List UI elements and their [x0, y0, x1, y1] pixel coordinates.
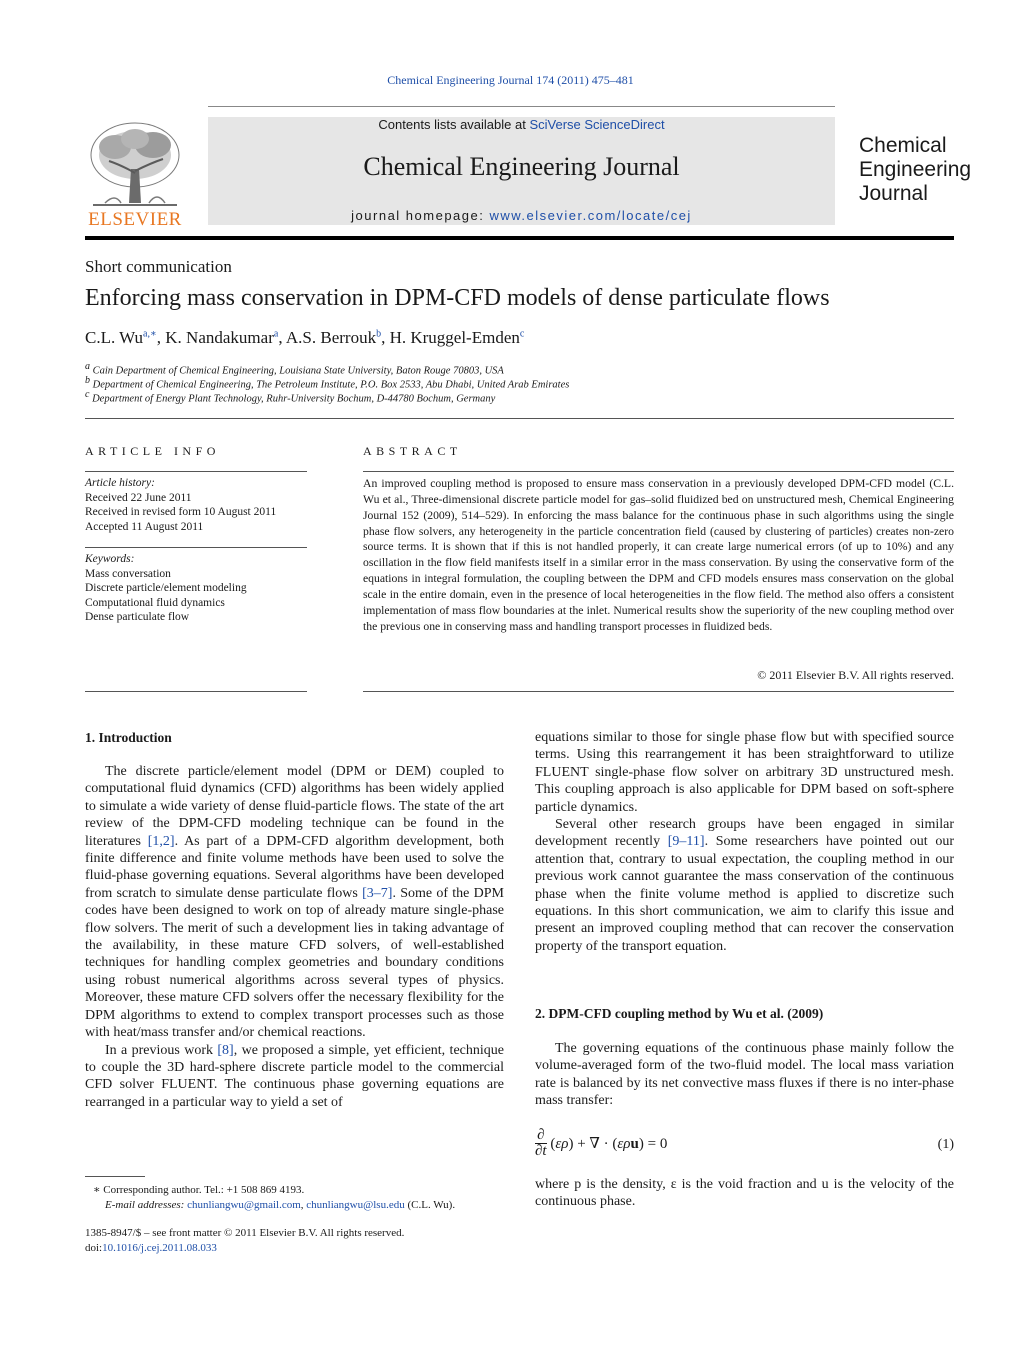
journal-cover-logo[interactable]: Chemical Engineering Journal: [859, 134, 972, 205]
abstract-heading: ABSTRACT: [363, 444, 462, 458]
author-name[interactable]: A.S. Berrouk: [285, 328, 377, 347]
author-marks[interactable]: a: [273, 328, 279, 340]
article-history: Article history: Received 22 June 2011 Received in revised form 10 August 2011 Accepted 11 August 2011: [85, 477, 277, 533]
journal-citation[interactable]: Chemical Engineering Journal 174 (2011) 475–481: [387, 73, 634, 87]
keyword: Computational fluid dynamics: [85, 596, 225, 609]
paragraph: Several other research groups have been engaged in similar development recently [9–11]. Some researchers have pointed out our attention that, contrary to usual expectation, the coupling method in our previous work cannot guarantee the mass conservation of the continuous phase when the finite volume method is applied to discretize such equations. In this short communication, we aim to clarify this issue and present an improved coupling method that can recover the conservation property of the transport equation.: [535, 817, 954, 954]
elsevier-wordmark: ELSEVIER: [88, 209, 182, 230]
affiliation: $^a$ Cain Department of Chemical Engineering, Louisiana State University, Baton Rouge 70803, USA: [85, 361, 504, 377]
paragraph: In a previous work [8], we proposed a simple, yet efficient, technique to couple the 3D hard-sphere discrete particle model to the commercial CFD solver FLUENT. The continuous phase governing equations are rearranged in a particular way to yield a set of: [85, 1042, 504, 1110]
keyword: Discrete particle/element modeling: [85, 582, 247, 595]
paragraph: where p is the density, ε is the void fraction and u is the velocity of the continuous phase.: [535, 1177, 954, 1210]
author-name[interactable]: K. Nandakumar: [165, 328, 274, 347]
paragraph: The discrete particle/element model (DPM or DEM) coupled to computational fluid dynamics (CFD) algorithms has been widely applied to simulate a wide variety of dense fluid-particle flows. The state of the art review of the DPM-CFD modeling technique can be found in the literatures [1,2]. As part of a DPM-CFD algorithm development, both finite difference and finite volume methods have been used to solve the fluid-phase governing equations. Several algorithms have been developed from scratch to simulate dense particulate flows [3–7]. Some of the DPM codes have been designed to work on top of already mature single-phase flow solvers. The merit of such a development lies in taking advantage of the availability, in these mature CFD solvers, of well-established techniques for handling complex geometries and boundary conditions using robust numerical algorithms across several types of physics. Moreover, these mature CFD solvers offer the necessary flexibility for the DPM algorithms to extend to complex transport processes such as those with heat/mass transfer and/or chemical reactions.: [85, 764, 504, 1041]
homepage-link[interactable]: www.elsevier.com/locate/cej: [489, 208, 692, 223]
body-column-right: [535, 729, 954, 955]
section-heading: 2. DPM-CFD coupling method by Wu et al. (2009): [535, 1006, 824, 1021]
body-column-left: [85, 763, 504, 1111]
abstract-text: An improved coupling method is proposed to ensure mass conservation in a previously developed DPM-CFD model (C.L. Wu et al., Three-dimensional discrete particle model for gas–solid fluidized bed on unstructured mesh, Chemical Engineering Journal 152 (2009), 514–529). In enforcing the mass balance for the continuous phase in such algorithms using the single phase flow solvers, any heterogeneity in the particle concentration field (caused by clustering of particles) creates non-zero source terms. It is shown that if this is not handled properly, it can create large numerical errors (of up to 10%) and any oscillation in the flow field manifests itself in a similar error in the mass conservation. By using the conservative form of the equations in integral formulation, the coupling between the DPM and CFD models ensures mass conservation on the global scale in the entire domain, even in the presence of local heterogeneities in the flow field. The method also offers a consistent implementation of mass flow boundaries at the inlet. Numerical results show the superiority of the new coupling method over the previous one in conserving mass and handling transport processes in fluidized beds.: [363, 477, 954, 633]
equation: ∂ ∂t (ερ) + ∇ · (ερu) = 0: [535, 1127, 668, 1159]
author-marks[interactable]: c: [519, 328, 525, 340]
author-name[interactable]: C.L. Wu: [85, 328, 144, 347]
contents-line: Contents lists available at SciVerse ScienceDirect: [378, 117, 665, 132]
divider: [85, 547, 307, 548]
paragraph: equations similar to those for single phase flow but with specified source terms. Using this rearrangement it has been straightforward to utilize FLUENT single-phase flow solver on arbitrary 3D unstructured mesh. This coupling approach is also applicable for DPM based on soft-sphere particle dynamics.: [535, 730, 954, 815]
front-matter: 1385-8947/$ – see front matter © 2011 Elsevier B.V. All rights reserved. doi:10.1016/j.cej.2011.08.033: [85, 1227, 405, 1254]
section-heading: 1. Introduction: [85, 730, 172, 745]
author-name[interactable]: H. Kruggel-Emden: [389, 328, 520, 347]
citation-link[interactable]: [9–11]: [667, 834, 705, 850]
header-bottom-rule: [85, 236, 954, 240]
paper-title: Enforcing mass conservation in DPM-CFD models of dense particulate flows: [85, 285, 830, 311]
keyword: Mass conversation: [85, 567, 171, 580]
elsevier-logo[interactable]: [85, 117, 185, 229]
email-link[interactable]: chunliangwu@gmail.com: [187, 1198, 301, 1211]
equation-number: (1): [937, 1137, 954, 1152]
header-top-rule: [208, 106, 835, 107]
author-marks[interactable]: a,∗: [143, 328, 157, 340]
divider: [85, 691, 307, 692]
divider: [363, 471, 954, 472]
keyword: Dense particulate flow: [85, 611, 190, 624]
footnote-rule: [85, 1176, 145, 1177]
citation-link[interactable]: [3–7]: [362, 885, 393, 901]
body-column-right: [535, 1176, 954, 1211]
affiliation: $^b$ Department of Chemical Engineering, The Petroleum Institute, P.O. Box 2533, Abu Dhabi, United Arab Emirates: [85, 375, 570, 391]
divider: [85, 418, 954, 419]
affiliation: $^c$ Department of Energy Plant Technology, Ruhr-University Bochum, D-44780 Bochum, Germany: [85, 389, 496, 405]
author-list: C.L. $Wu^{a,∗}$, K. Nandakumar$^a$, A.S. Berrouk$^b$, H. Kruggel-Emden$^c$: [85, 328, 525, 347]
divider: [363, 691, 954, 692]
sciencedirect-link[interactable]: SciVerse ScienceDirect: [529, 117, 665, 132]
footnote: ∗ Corresponding author. Tel.: +1 508 869 4193. E-mail addresses: chunliangwu@gmail.com, chunliangwu@lsu.edu (C.L. Wu).: [93, 1184, 456, 1211]
keywords: Keywords: Mass conversation Discrete particle/element modeling Computational fluid dynamics Dense particulate flow: [85, 553, 247, 624]
article-info-heading: ARTICLE INFO: [85, 444, 220, 458]
body-column-right: [535, 1040, 954, 1110]
divider: [85, 471, 307, 472]
doi-link[interactable]: 10.1016/j.cej.2011.08.033: [102, 1241, 217, 1254]
email-link[interactable]: chunliangwu@lsu.edu: [306, 1198, 405, 1211]
copyright-notice: © 2011 Elsevier B.V. All rights reserved.: [757, 668, 954, 682]
journal-homepage: journal homepage: www.elsevier.com/locate/cej: [351, 208, 692, 223]
journal-title: Chemical Engineering Journal: [363, 152, 680, 181]
citation-link[interactable]: [8]: [217, 1042, 234, 1058]
paragraph: The governing equations of the continuous phase mainly follow the volume-averaged form of the two-fluid model. The local mass variation rate is balanced by its net convective mass fluxes if there is no inter-phase mass transfer:: [535, 1041, 954, 1109]
article-type: Short communication: [85, 257, 232, 276]
author-marks[interactable]: b: [376, 328, 382, 340]
citation-link[interactable]: [1,2]: [147, 833, 175, 849]
